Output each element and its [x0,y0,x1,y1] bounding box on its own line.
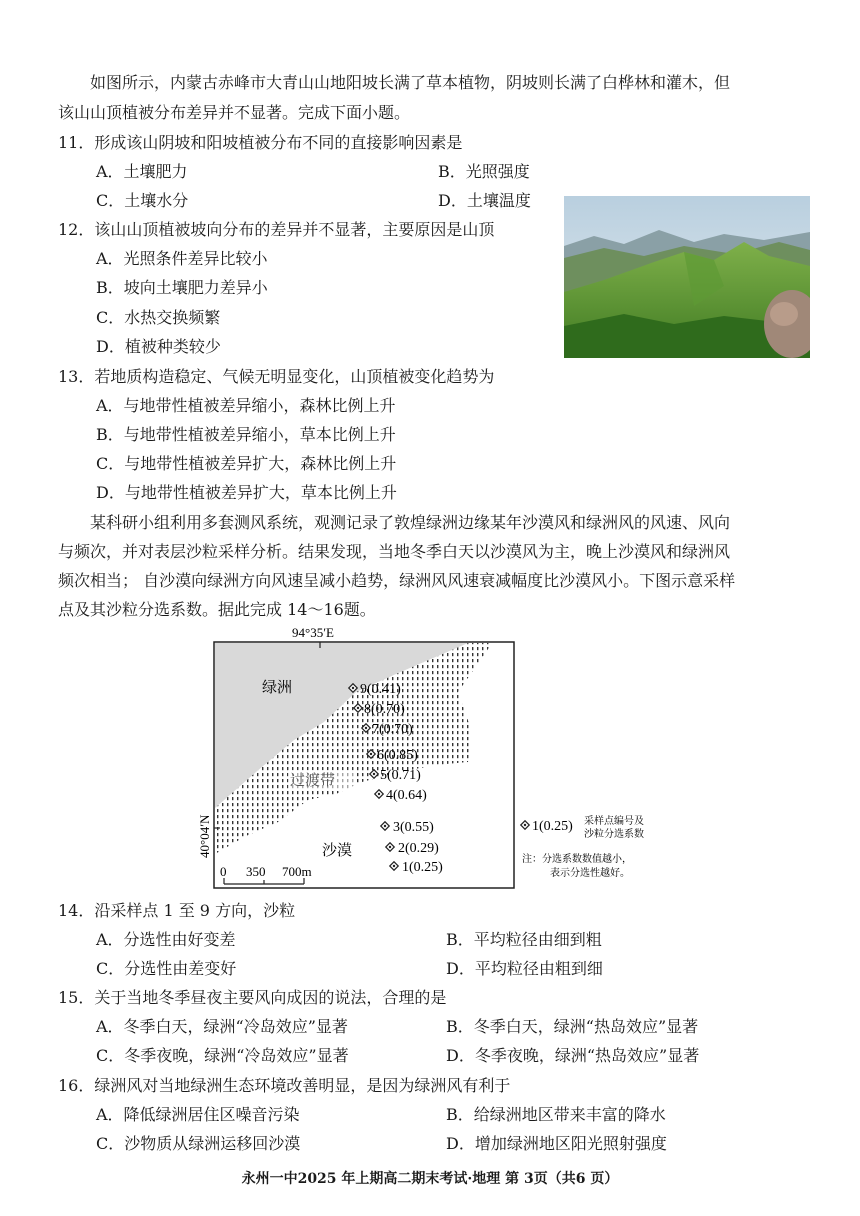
map-legend [521,814,644,879]
question-16-option-d: D．增加绿洲地区阳光照射强度 [446,1134,667,1153]
question-13-option-b: B．与地带性植被差异缩小，草本比例上升 [96,425,396,444]
intro-paragraph-2-line-2: 与频次，并对表层沙粒采样分析。结果发现，当地冬季白天以沙漠风为主，晚上沙漠风和绿洲风 [58,542,731,561]
intro-paragraph-2-line-1: 某科研小组利用多套测风系统，观测记录了敦煌绿洲边缘某年沙漠风和绿洲风的风速、风向 [90,513,731,532]
question-15-option-d: D．冬季夜晚，绿洲“热岛效应”显著 [446,1046,700,1065]
question-15-option-a: A．冬季白天，绿洲“冷岛效应”显著 [96,1017,348,1036]
question-12-option-a: A．光照条件差异比较小 [96,249,268,268]
intro-paragraph-2-line-4: 点及其沙粒分选系数。据此完成 14～16题。 [58,600,376,619]
mountain-photo-drawing [564,196,810,358]
scale-label-350: 350 [246,864,266,879]
sampling-map [196,622,676,894]
desert-label: 沙漠 [322,841,353,859]
question-12-stem: 12．该山山顶植被坡向分布的差异并不显著，主要原因是山顶 [58,220,495,239]
intro-paragraph-1-line-1: 如图所示，内蒙古赤峰市大青山山地阳坡长满了草本植物，阴坡则长满了白桦林和灌木，但 [90,73,731,92]
oasis-label: 绿洲 [262,678,293,696]
question-14-option-c: C．分选性由差变好 [96,959,237,978]
question-11-option-c: C．土壤水分 [96,191,189,210]
latitude-label: 40°04′N [197,814,212,858]
question-16-option-a: A．降低绿洲居住区噪音污染 [96,1105,300,1124]
sample-point-label: 2(0.29) [398,841,439,856]
question-12-option-c: C．水热交换频繁 [96,308,221,327]
question-11-option-a: A．土壤肥力 [96,162,188,181]
sample-point-label: 5(0.71) [380,768,421,783]
question-13-stem: 13．若地质构造稳定、气候无明显变化，山顶植被变化趋势为 [58,367,495,386]
question-12-option-b: B．坡向土壤肥力差异小 [96,278,268,297]
question-13-option-d: D．与地带性植被差异扩大，草本比例上升 [96,483,397,502]
sample-point-label: 9(0.41) [360,682,401,697]
question-11-option-b: B．光照强度 [438,162,530,181]
transition-label: 过渡带 [290,771,336,789]
sample-point-label: 7(0.70) [372,722,413,737]
sample-point-label: 3(0.55) [393,820,434,835]
intro-paragraph-2-line-3: 频次相当； 自沙漠向绿洲方向风速呈减小趋势，绿洲风风速衰减幅度比沙漠风小。下图示意采样 [58,571,736,590]
mountain-photo [564,196,810,358]
sample-point-label: 8(0.70) [364,702,405,717]
sample-point-label: 4(0.64) [386,788,427,803]
question-16-option-b: B．给绿洲地区带来丰富的降水 [446,1105,666,1124]
legend-note-line-1: 注：分选系数数值越小， [522,854,632,865]
page-footer: 永州一中2025 年上期高二期末考试·地理 第 3页（共6 页） [241,1171,619,1187]
question-15-option-b: B．冬季白天，绿洲“热岛效应”显著 [446,1017,699,1036]
scale-label-700m: 700m [282,864,312,879]
legend-desc-line-2: 沙粒分选系数 [584,829,644,840]
question-12-option-d: D．植被种类较少 [96,337,221,356]
longitude-label: 94°35′E [292,625,334,640]
sampling-map-figure [196,622,676,894]
scale-label-0: 0 [220,864,227,879]
question-14-option-b: B．平均粒径由细到粗 [446,930,602,949]
legend-sample-label: 1(0.25) [532,819,573,834]
question-13-option-a: A．与地带性植被差异缩小，森林比例上升 [96,396,396,415]
question-11-stem: 11．形成该山阴坡和阳坡植被分布不同的直接影响因素是 [58,133,463,152]
question-14-option-a: A．分选性由好变差 [96,930,236,949]
intro-paragraph-1-line-2: 该山山顶植被分布差异并不显著。完成下面小题。 [58,103,411,122]
sample-point-label: 1(0.25) [402,860,443,875]
question-16-stem: 16．绿洲风对当地绿洲生态环境改善明显，是因为绿洲风有利于 [58,1076,511,1095]
question-14-stem: 14．沿采样点 1 至 9 方向，沙粒 [58,901,296,920]
question-15-option-c: C．冬季夜晚，绿洲“冷岛效应”显著 [96,1046,349,1065]
question-14-option-d: D．平均粒径由粗到细 [446,959,603,978]
question-16-option-c: C．沙物质从绿洲运移回沙漠 [96,1134,301,1153]
question-11-option-d: D．土壤温度 [438,191,531,210]
legend-desc-line-1: 采样点编号及 [584,816,644,827]
sample-point-label: 6(0.85) [377,748,418,763]
question-15-stem: 15．关于当地冬季昼夜主要风向成因的说法，合理的是 [58,988,447,1007]
question-13-option-c: C．与地带性植被差异扩大，森林比例上升 [96,454,397,473]
legend-note-line-2: 表示分选性越好。 [550,868,630,879]
